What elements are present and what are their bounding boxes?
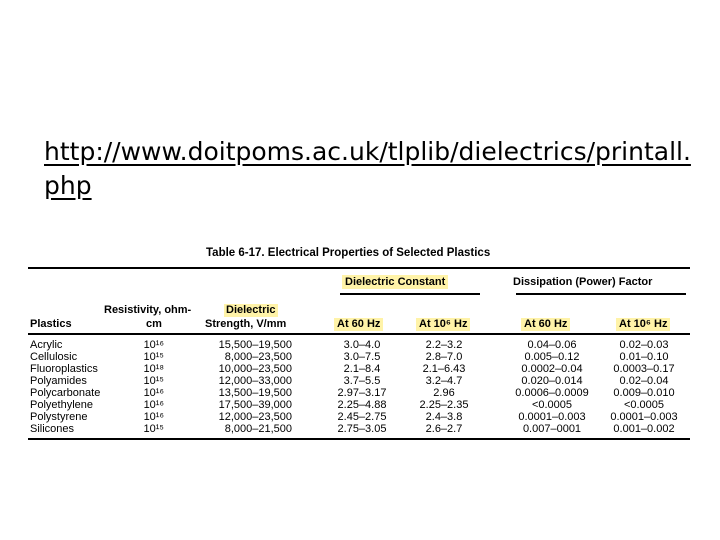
header-dc-1e6hz: At 10⁶ Hz — [416, 318, 470, 331]
cell-dc1e6: 2.25–2.35 — [419, 399, 469, 411]
cell-df1e6: 0.01–0.10 — [619, 351, 669, 363]
group-rule-dissipation-factor — [516, 293, 686, 295]
cell-resistivity: 10¹⁵ — [143, 351, 164, 363]
cell-dc60: 3.0–4.0 — [343, 339, 381, 351]
cell-strength: 12,000–33,000 — [218, 375, 292, 387]
cell-resistivity: 10¹⁵ — [143, 423, 164, 435]
cell-plastic: Cellulosic — [30, 351, 78, 363]
cell-plastic: Polystyrene — [30, 411, 88, 423]
cell-df60: 0.0001–0.003 — [518, 411, 586, 423]
cell-strength: 12,000–23,500 — [218, 411, 292, 423]
reference-link[interactable]: http://www.doitpoms.ac.uk/tlplib/dielectrics/printall.php — [44, 137, 691, 200]
table-row — [28, 339, 690, 351]
cell-plastic: Acrylic — [30, 339, 63, 351]
cell-dc1e6: 2.6–2.7 — [425, 423, 463, 435]
cell-resistivity: 10¹⁵ — [143, 375, 164, 387]
header-plastics: Plastics — [30, 318, 72, 330]
table-row — [28, 351, 690, 363]
cell-dc1e6: 2.2–3.2 — [425, 339, 463, 351]
header-strength-line2: Strength, V/mm — [205, 318, 287, 330]
table-row — [28, 423, 690, 435]
table-row — [28, 363, 690, 375]
cell-df60: 0.005–0.12 — [524, 351, 580, 363]
cell-strength: 8,000–23,500 — [224, 351, 292, 363]
cell-df60: 0.020–0.014 — [521, 375, 583, 387]
cell-resistivity: 10¹⁶ — [143, 399, 164, 411]
cell-df60: 0.0002–0.04 — [521, 363, 583, 375]
cell-df1e6: 0.02–0.04 — [619, 375, 669, 387]
table-caption: Table 6-17. Electrical Properties of Selected Plastics — [206, 247, 491, 259]
table-top-rule — [28, 267, 690, 269]
header-df-60hz: At 60 Hz — [521, 318, 570, 331]
header-resistivity-line1: Resistivity, ohm- — [104, 304, 192, 316]
group-header-dielectric-constant: Dielectric Constant — [342, 275, 448, 289]
cell-strength: 17,500–39,000 — [218, 399, 292, 411]
cell-dc60: 3.0–7.5 — [343, 351, 381, 363]
cell-strength: 15,500–19,500 — [218, 339, 292, 351]
table-row — [28, 387, 690, 399]
header-resistivity-line2: cm — [146, 318, 162, 330]
cell-dc1e6: 2.1–6.43 — [422, 363, 466, 375]
cell-df60: 0.007–0001 — [522, 423, 582, 435]
cell-df1e6: 0.001–0.002 — [613, 423, 675, 435]
cell-dc60: 2.25–4.88 — [337, 399, 387, 411]
cell-df1e6: 0.0003–0.17 — [613, 363, 675, 375]
cell-resistivity: 10¹⁸ — [143, 363, 164, 375]
cell-plastic: Fluoroplastics — [30, 363, 98, 375]
group-header-dissipation-factor: Dissipation (Power) Factor — [513, 276, 653, 288]
cell-strength: 8,000–21,500 — [224, 423, 292, 435]
cell-strength: 10,000–23,500 — [218, 363, 292, 375]
cell-df1e6: 0.02–0.03 — [619, 339, 669, 351]
cell-df1e6: 0.009–0.010 — [613, 387, 675, 399]
cell-dc1e6: 2.96 — [433, 387, 455, 399]
group-rule-dielectric-constant — [340, 293, 480, 295]
cell-dc60: 2.45–2.75 — [337, 411, 387, 423]
cell-df60: 0.04–0.06 — [527, 339, 577, 351]
cell-plastic: Silicones — [30, 423, 75, 435]
cell-dc1e6: 3.2–4.7 — [425, 375, 463, 387]
cell-resistivity: 10¹⁶ — [143, 339, 164, 351]
cell-df60: <0.0005 — [531, 399, 573, 411]
cell-df1e6: 0.0001–0.003 — [610, 411, 678, 423]
header-strength-line1: Dielectric — [226, 304, 276, 316]
cell-df60: 0.0006–0.0009 — [515, 387, 589, 399]
cell-dc60: 2.1–8.4 — [343, 363, 381, 375]
cell-strength: 13,500–19,500 — [218, 387, 292, 399]
cell-resistivity: 10¹⁶ — [143, 387, 164, 399]
table-row — [28, 399, 690, 411]
cell-resistivity: 10¹⁶ — [143, 411, 164, 423]
cell-plastic: Polyethylene — [30, 399, 93, 411]
cell-df1e6: <0.0005 — [623, 399, 665, 411]
cell-plastic: Polycarbonate — [30, 387, 101, 399]
header-df-1e6hz: At 10⁶ Hz — [616, 318, 670, 331]
cell-dc60: 3.7–5.5 — [343, 375, 381, 387]
table-row — [28, 411, 690, 423]
table-row — [28, 375, 690, 387]
table-header-rule — [28, 333, 690, 335]
header-dc-60hz: At 60 Hz — [334, 318, 383, 331]
cell-dc60: 2.75–3.05 — [337, 423, 387, 435]
cell-dc60: 2.97–3.17 — [337, 387, 387, 399]
cell-dc1e6: 2.8–7.0 — [425, 351, 463, 363]
table-bottom-rule — [28, 438, 690, 440]
cell-dc1e6: 2.4–3.8 — [425, 411, 463, 423]
cell-plastic: Polyamides — [30, 375, 87, 387]
